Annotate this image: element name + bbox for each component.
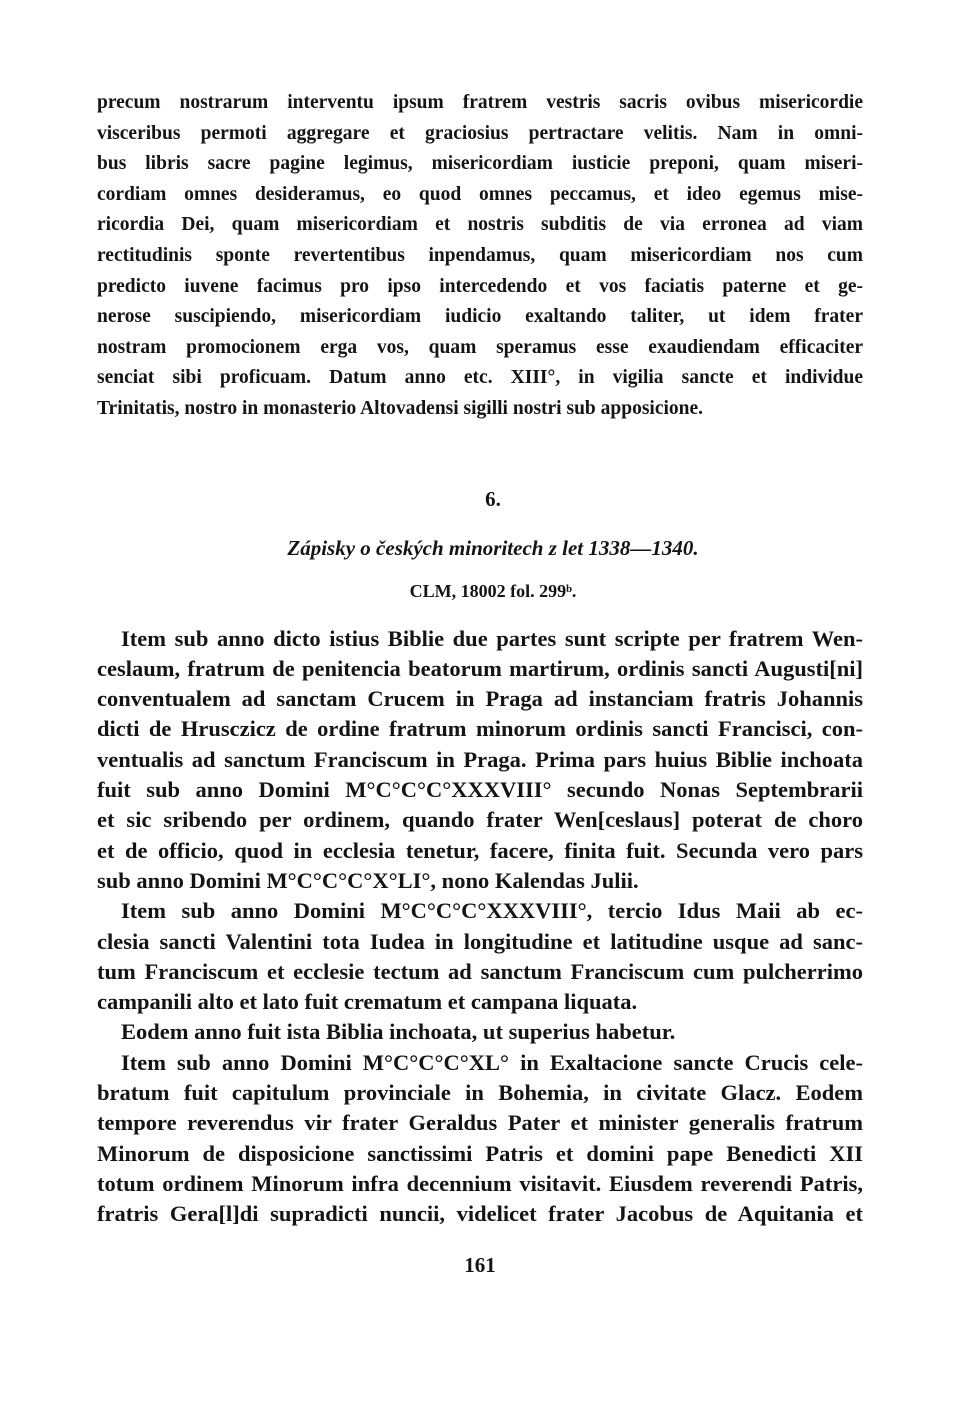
text-line: et sic sribendo per ordinem, quando frater Wen[ceslaus] poterat de choro — [97, 807, 863, 833]
text-line: conventualem ad sanctam Crucem in Praga ad instanciam fratris Johannis — [97, 686, 863, 712]
source-reference: CLM, 18002 fol. 299ᵇ. — [409, 580, 577, 601]
paragraph — [97, 624, 863, 897]
text-line: ricordia Dei, quam misericordiam et nostris subditis de via erronea ad viam — [97, 214, 863, 236]
text-line: cordiam omnes desideramus, eo quod omnes peccamus, et ideo egemus mise- — [97, 183, 863, 205]
text-line: fratris Gera[l]di supradicti nuncii, videlicet frater Jacobus de Aquitania et — [97, 1201, 863, 1227]
text-line: Minorum de disposicione sanctissimi Patris et domini pape Benedicti XII — [97, 1140, 863, 1166]
text-line: Item sub anno Domini M°C°C°C°XXXVIII°, tercio Idus Maii ab ec- — [121, 898, 863, 924]
page-number: 161 — [464, 1253, 496, 1277]
text-line: precum nostrarum interventu ipsum fratrem vestris sacris ovibus misericordie — [97, 92, 863, 113]
text-line: campanili alto et lato fuit crematum et campana liquata. — [97, 989, 638, 1015]
text-line: ceslaum, fratrum de penitencia beatorum martirum, ordinis sancti Augusti[ni] — [97, 655, 863, 681]
text-line: fuit sub anno Domini M°C°C°C°XXXVIII° secundo Nonas Septembrarii — [97, 777, 863, 803]
text-line: predicto iuvene facimus pro ipso intercedendo et vos faciatis paterne et ge- — [97, 275, 863, 297]
entries — [97, 624, 863, 1230]
text-line: nostram promocionem erga vos, quam speramus esse exaudiendam efficaciter — [97, 336, 863, 358]
text-line: Trinitatis, nostro in monasterio Altovadensi sigilli nostri sub apposicione. — [97, 397, 704, 419]
text-line: clesia sancti Valentini tota Iudea in longitudine et latitudine usque ad sanc- — [97, 928, 863, 954]
text-line: nerose suscipiendo, misericordiam iudicio exaltando taliter, ut idem frater — [97, 306, 863, 328]
text-line: tempore reverendus vir frater Geraldus Pater et minister generalis fratrum — [97, 1110, 863, 1136]
text-line: Eodem anno fuit ista Biblia inchoata, ut superius habetur. — [121, 1019, 676, 1045]
document-page — [97, 88, 863, 1229]
text-line: bus libris sacre pagine legimus, misericordiam iusticie preponi, quam miseri- — [97, 153, 863, 175]
section-number: 6. — [485, 486, 501, 511]
text-line: bratum fuit capitulum provinciale in Bohemia, in civitate Glacz. Eodem — [97, 1079, 863, 1105]
paragraph — [97, 896, 863, 1017]
text-line: Item sub anno Domini M°C°C°C°XL° in Exaltacione sancte Crucis cele- — [121, 1049, 863, 1075]
continuation-paragraph — [97, 88, 863, 425]
text-line: et de officio, quod in ecclesia tenetur, facere, finita fuit. Secunda vero pars — [97, 837, 863, 863]
paragraph — [97, 1048, 863, 1230]
text-line: visceribus permoti aggregare et graciosius pertractare velitis. Nam in omni- — [97, 122, 863, 144]
text-line: dicti de Hrusczicz de ordine fratrum minorum ordinis sancti Francisci, con- — [97, 716, 863, 742]
paragraph — [97, 1017, 863, 1047]
section-title: Zápisky o českých minoritech z let 1338—1340. — [287, 535, 699, 560]
text-line: totum ordinem Minorum infra decennium visitavit. Eiusdem reverendi Patris, — [97, 1170, 863, 1196]
text-line: rectitudinis sponte revertentibus inpendamus, quam misericordiam nos cum — [97, 244, 863, 266]
text-line: Item sub anno dicto istius Biblie due partes sunt scripte per fratrem Wen- — [121, 625, 863, 651]
text-line: tum Franciscum et ecclesie tectum ad sanctum Franciscum cum pulcherrimo — [97, 958, 863, 984]
text-line: sub anno Domini M°C°C°C°X°LI°, nono Kalendas Julii. — [97, 867, 639, 893]
text-line: ventualis ad sanctum Franciscum in Praga. Prima pars huius Biblie inchoata — [97, 746, 863, 772]
text-line: senciat sibi proficuam. Datum anno etc. XIII°, in vigilia sancte et individue — [97, 367, 863, 389]
